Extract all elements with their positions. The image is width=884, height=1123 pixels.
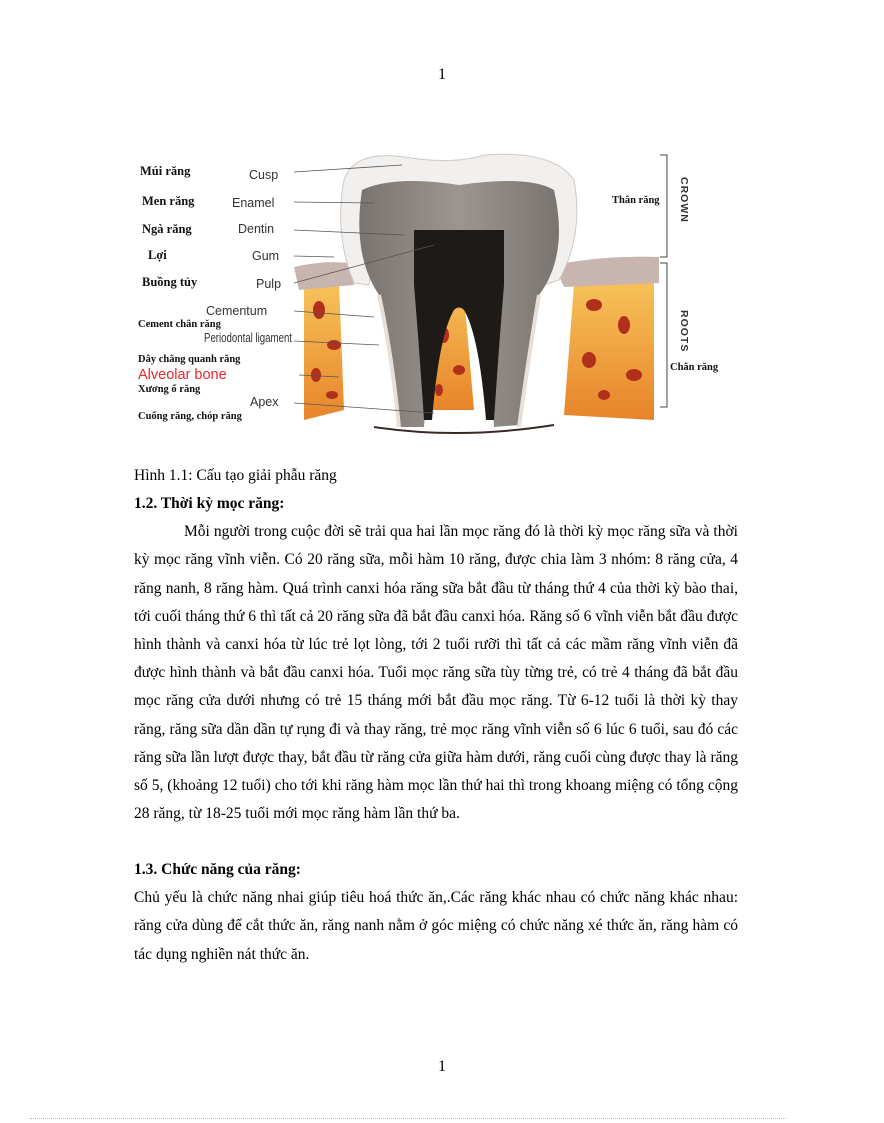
label-en-cementum: Cementum — [206, 304, 268, 318]
label-vi-cusp: Múi răng — [140, 164, 191, 178]
label-vi-enamel: Men răng — [142, 194, 195, 208]
label-vi-pulp: Buồng tủy — [142, 275, 198, 289]
roots-vi-label: Chân răng — [670, 362, 719, 373]
roots-en-label: ROOTS — [678, 310, 690, 353]
section-2-paragraph: Mỗi người trong cuộc đời sẽ trải qua hai lần mọc răng đó là thời kỳ mọc răng sữa và thời kỳ mọc răng vĩnh viễn. Có 20 răng sữa, mỗi hàm 10 răng, được chia làm 3 nhóm: 8 răng cửa, 4 răng nanh, 8 răng hàm. Quá trình canxi hóa răng sữa bắt đầu từ tháng thứ 4 của thời kỳ bào thai, tới cuối tháng thứ 6 thì tất cả 20 răng sữa đã bắt đầu canxi hóa. Răng số 6 vĩnh viễn bắt đầu được hình thành và canxi hóa từ lúc trẻ lọt lòng, tới 2 tuổi rưỡi thì tất cả các mầm răng vĩnh viễn đã được hình thành và bắt đầu canxi hóa. Tuổi mọc răng sữa tùy từng trẻ, có trẻ 4 tháng đã bắt đầu mọc răng cửa dưới nhưng có trẻ 15 tháng mới bắt đầu mọc răng. Từ 6-12 tuổi là thời kỳ thay răng, răng sữa dần dần tự rụng đi và thay răng, trẻ mọc răng vĩnh viễn số 6 lúc 6 tuổi, sau đó các răng sữa lần lượt được thay, bắt đầu từ răng cửa giữa hàm dưới, răng cuối cùng được thay là răng số 5, (khoảng 12 tuổi) cho tới khi răng hàm mọc lần thứ hai thì trong khoang miệng có tổng cộng 28 răng, từ 18-25 tuổi mới mọc răng hàm lần thứ ba. — [134, 523, 738, 823]
page-bottom-divider — [30, 1118, 786, 1119]
label-en-pulp: Pulp — [256, 277, 282, 291]
label-vi-alveolar-bone: Xương ổ răng — [138, 384, 201, 395]
section-2 — [134, 490, 738, 828]
label-vi-gum: Lợi — [148, 248, 167, 262]
label-vi-apex: Cuống răng, chóp răng — [138, 411, 242, 422]
label-en-apex: Apex — [250, 395, 279, 409]
tooth-anatomy-figure — [134, 145, 719, 437]
label-en-cusp: Cusp — [249, 168, 279, 182]
section-3-paragraph: Chủ yếu là chức năng nhai giúp tiêu hoá thức ăn,.Các răng khác nhau có chức năng khác nhau: răng cửa dùng để cắt thức ăn, răng nanh nằm ở góc miệng có chức năng xé thức ăn, răng hàm có tác dụng nghiền nát thức ăn. — [134, 889, 738, 963]
gum-left — [294, 262, 354, 290]
page-number-bottom: 1 — [438, 1058, 446, 1075]
page-number-top: 1 — [438, 66, 446, 83]
section-3-heading: 1.3. Chức năng của răng: — [134, 861, 301, 878]
label-en-dentin: Dentin — [238, 222, 275, 236]
crown-bracket — [660, 155, 667, 257]
label-vi-cementum: Cement chân răng — [138, 319, 221, 330]
tooth-diagram — [134, 145, 719, 437]
label-en-alveolar-bone: Alveolar bone — [138, 367, 227, 383]
gum-right — [554, 257, 659, 287]
label-vi-dentin: Ngà răng — [142, 222, 192, 236]
bone-left — [304, 283, 344, 420]
figure-caption: Hình 1.1: Cấu tạo giải phẫu răng — [134, 467, 337, 484]
crown-en-label: CROWN — [678, 177, 690, 223]
crown-vi-label: Thân răng — [612, 195, 660, 206]
section-2-heading: 1.2. Thời kỳ mọc răng: — [134, 495, 285, 512]
label-en-ligament: Periodontal ligament — [204, 331, 293, 345]
label-vi-ligament: Dây chằng quanh răng — [138, 354, 241, 365]
roots-bracket — [660, 263, 667, 407]
label-en-enamel: Enamel — [232, 196, 275, 210]
bone-right — [564, 279, 654, 420]
section-3 — [134, 856, 738, 969]
label-en-gum: Gum — [252, 249, 280, 263]
